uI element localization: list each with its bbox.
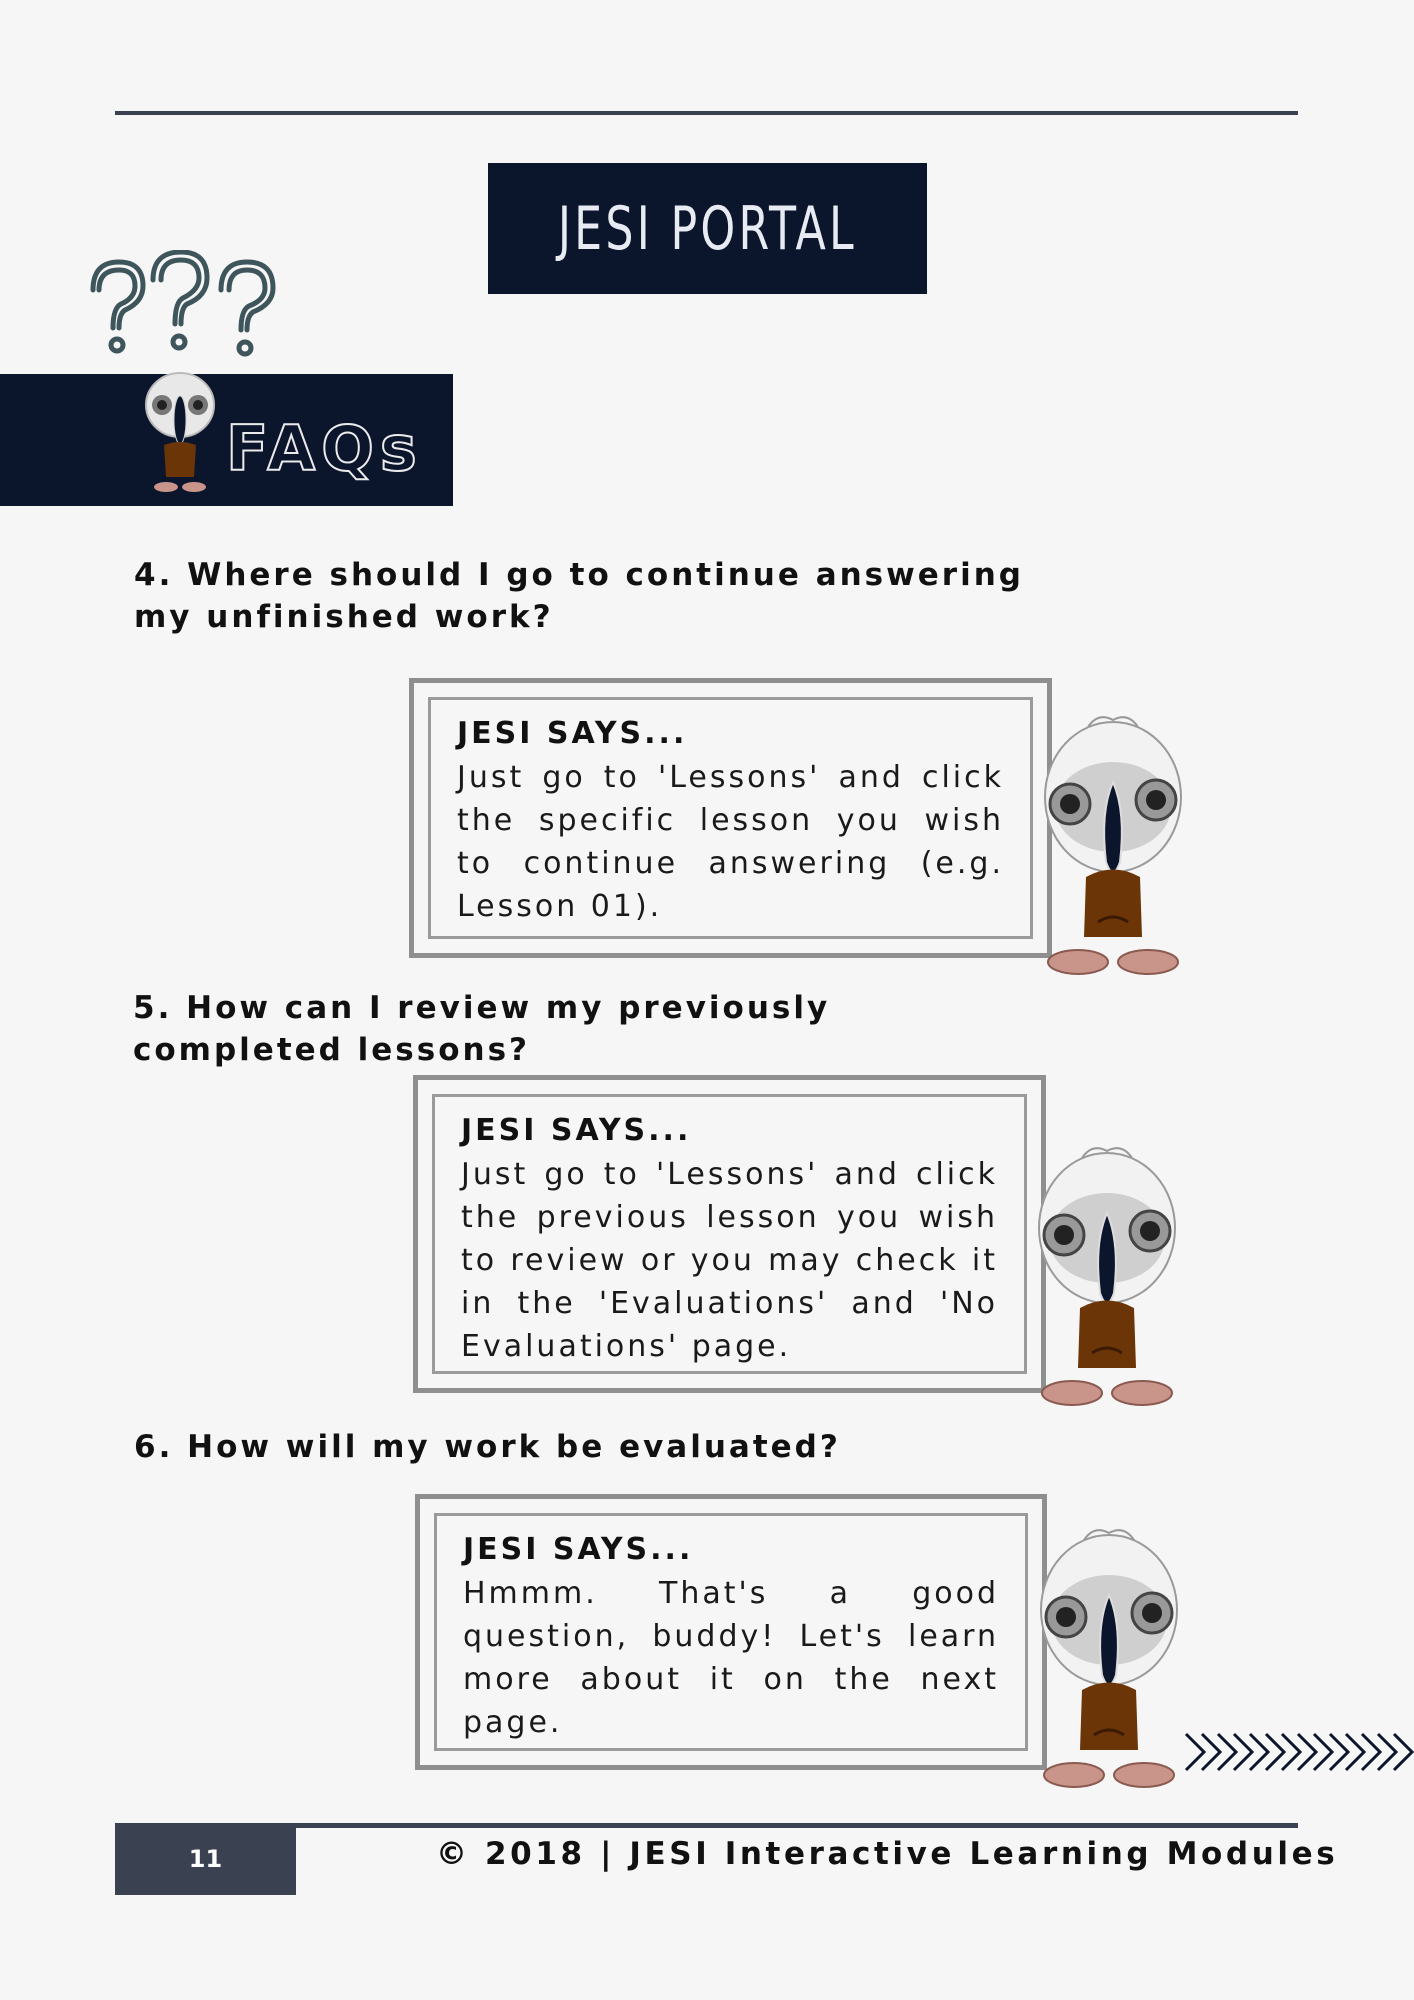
footer-copyright: © 2018 | JESI Interactive Learning Modules	[436, 1836, 1339, 1872]
jesi-says-title: JESI SAYS...	[461, 1113, 692, 1148]
faq-question-5: 5. How can I review my previously completed lessons?	[133, 990, 831, 1068]
page-number-text: 11	[188, 1845, 223, 1873]
question-marks-icon	[85, 250, 285, 375]
top-divider	[115, 111, 1298, 115]
page-title	[488, 163, 927, 294]
page-title-text: JESI PORTAL	[557, 193, 858, 264]
jesi-says-title: JESI SAYS...	[463, 1532, 694, 1567]
faq-question-6: 6. How will my work be evaluated?	[134, 1429, 841, 1465]
jesi-says-answer: Just go to 'Lessons' and click the previous lesson you wish to review or you may check it in the 'Evaluations' and 'No Evaluations' page.	[461, 1157, 998, 1364]
faq-question-4: 4. Where should I go to continue answering my unfinished work?	[134, 557, 1024, 635]
jesi-says-box-6	[415, 1494, 1047, 1770]
owl-mascot-icon	[1032, 1143, 1182, 1413]
jesi-says-box-5	[413, 1075, 1046, 1393]
chevron-arrows-icon	[1182, 1728, 1414, 1776]
owl-mascot-icon	[1038, 712, 1188, 982]
jesi-says-answer: Hmmm. That's a good question, buddy! Let's learn more about it on the next page.	[463, 1576, 999, 1740]
jesi-says-box-4	[409, 678, 1052, 958]
owl-mascot-icon	[140, 365, 220, 503]
owl-mascot-icon	[1034, 1525, 1184, 1795]
jesi-says-answer: Just go to 'Lessons' and click the specific lesson you wish to continue answering (e.g. Lesson 01).	[457, 760, 1004, 924]
page-number	[115, 1823, 296, 1895]
faq-banner-label: FAQs	[226, 412, 423, 485]
jesi-says-title: JESI SAYS...	[457, 716, 688, 751]
